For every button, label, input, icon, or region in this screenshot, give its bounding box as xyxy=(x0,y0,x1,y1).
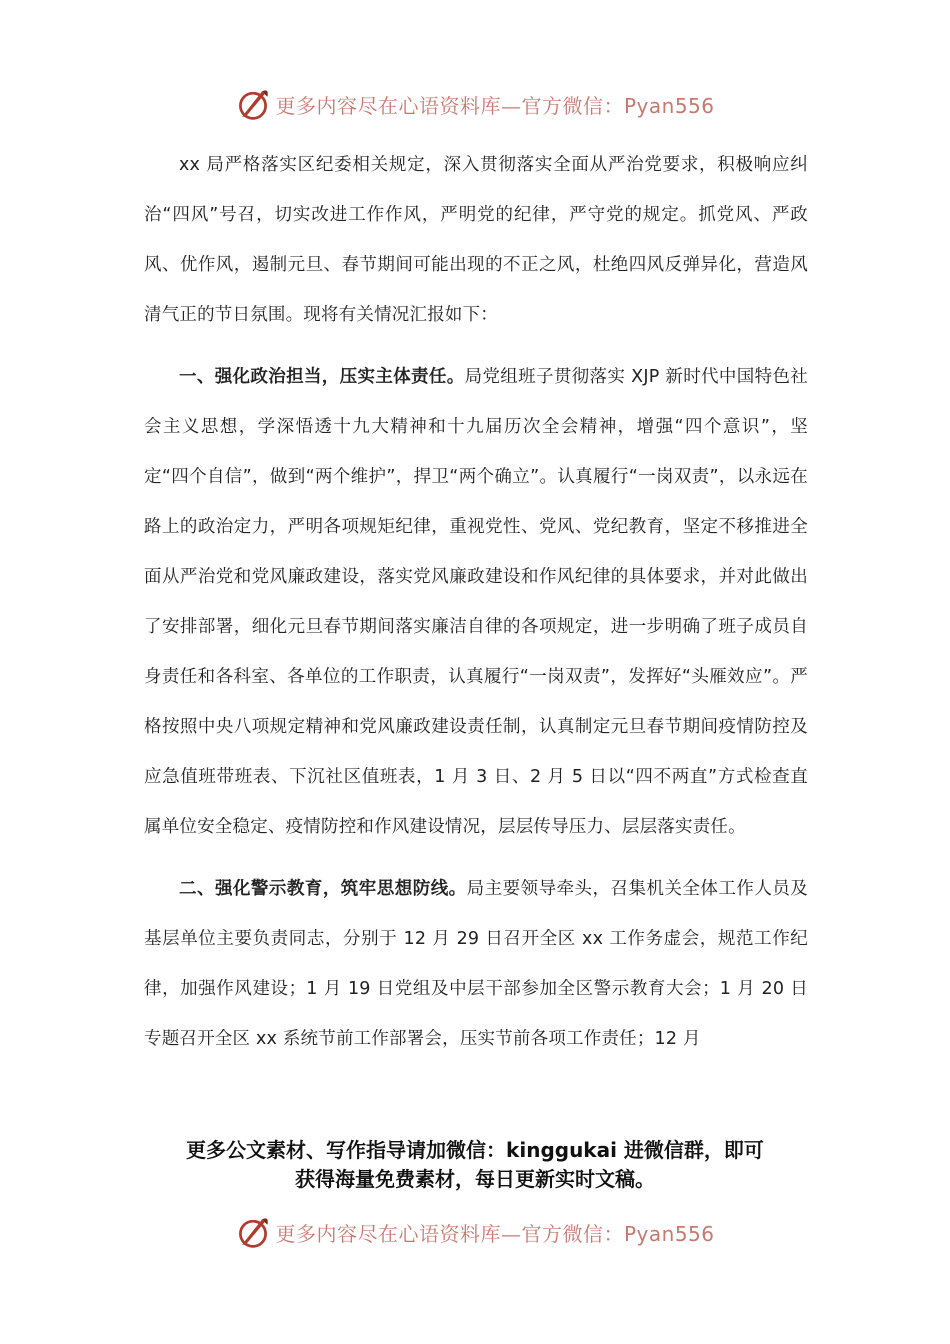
banner-wechat-id: Pyan556 xyxy=(623,93,715,118)
paragraph-intro xyxy=(144,140,808,340)
section-heading: 二、强化警示教育，筑牢思想防线。 xyxy=(179,879,467,899)
paragraph-text: 局党组班子贯彻落实 XJP 新时代中国特色社会主义思想，学深悟透十九大精神和十九届历次全会精神，增强“四个意识”，坚定“四个自信”，做到“两个维护”，捍卫“两个确立”。认真履行“一岗双责”，以永远在路上的政治定力，严明各项规矩纪律，重视党性、党风、党纪教育，坚定不移推进全面从严治党和党风廉政建设，落实党风廉政建设和作风纪律的具体要求，并对此做出了安排部署，细化元旦春节期间落实廉洁自律的各项规定，进一步明确了班子成员自身责任和各科室、各单位的工作职责，认真履行“一岗双责”，发挥好“头雁效应”。严格按照中央八项规定精神和党风廉政建设责任制，认真制定元旦春节期间疫情防控及应急值班带班表、下沉社区值班表，1 月 3 日、2 月 5 日以“四不两直”方式检查直属单位安全稳定、疫情防控和作风建设情况，层层传导压力、层层落实责任。 xyxy=(144,367,809,837)
paragraph-section-1 xyxy=(144,352,808,852)
footer-banner xyxy=(0,1212,950,1252)
document-body xyxy=(144,140,808,1064)
banner-text: 更多内容尽在心语资料库—官方微信：Pyan556 xyxy=(275,93,715,118)
paragraph-text: 局主要领导牵头，召集机关全体工作人员及基层单位主要负责同志，分别于 12 月 29 日召开全区 xx 工作务虚会，规范工作纪律，加强作风建设；1 月 19 日党组及中层干部参加全区警示教育大会；1 月 20 日专题召开全区 xx 系统节前工作部署会，压实节前各项工作责任；12 月 xyxy=(144,879,808,1049)
banner-wechat-id: Pyan556 xyxy=(623,1221,715,1246)
section-heading: 一、强化政治担当，压实主体责任。 xyxy=(179,367,465,387)
promo-line-2: 获得海量免费素材，每日更新实时文稿。 xyxy=(295,1167,655,1191)
paragraph-text: xx 局严格落实区纪委相关规定，深入贯彻落实全面从严治党要求，积极响应纠治“四风”号召，切实改进工作作风，严明党的纪律，严守党的规定。抓党风、严政风、优作风，遏制元旦、春节期间可能出现的不正之风，杜绝四风反弹异化，营造风清气正的节日氛围。现将有关情况汇报如下： xyxy=(144,155,808,325)
quill-logo-icon xyxy=(235,86,271,122)
promo-line-1: 更多公文素材、写作指导请加微信：kinggukai 进微信群，即可 xyxy=(186,1138,764,1162)
header-banner xyxy=(0,84,950,124)
banner-text: 更多内容尽在心语资料库—官方微信：Pyan556 xyxy=(275,1221,715,1246)
promo-notice xyxy=(130,1136,820,1194)
paragraph-section-2 xyxy=(144,864,808,1064)
quill-logo-icon xyxy=(235,1214,271,1250)
